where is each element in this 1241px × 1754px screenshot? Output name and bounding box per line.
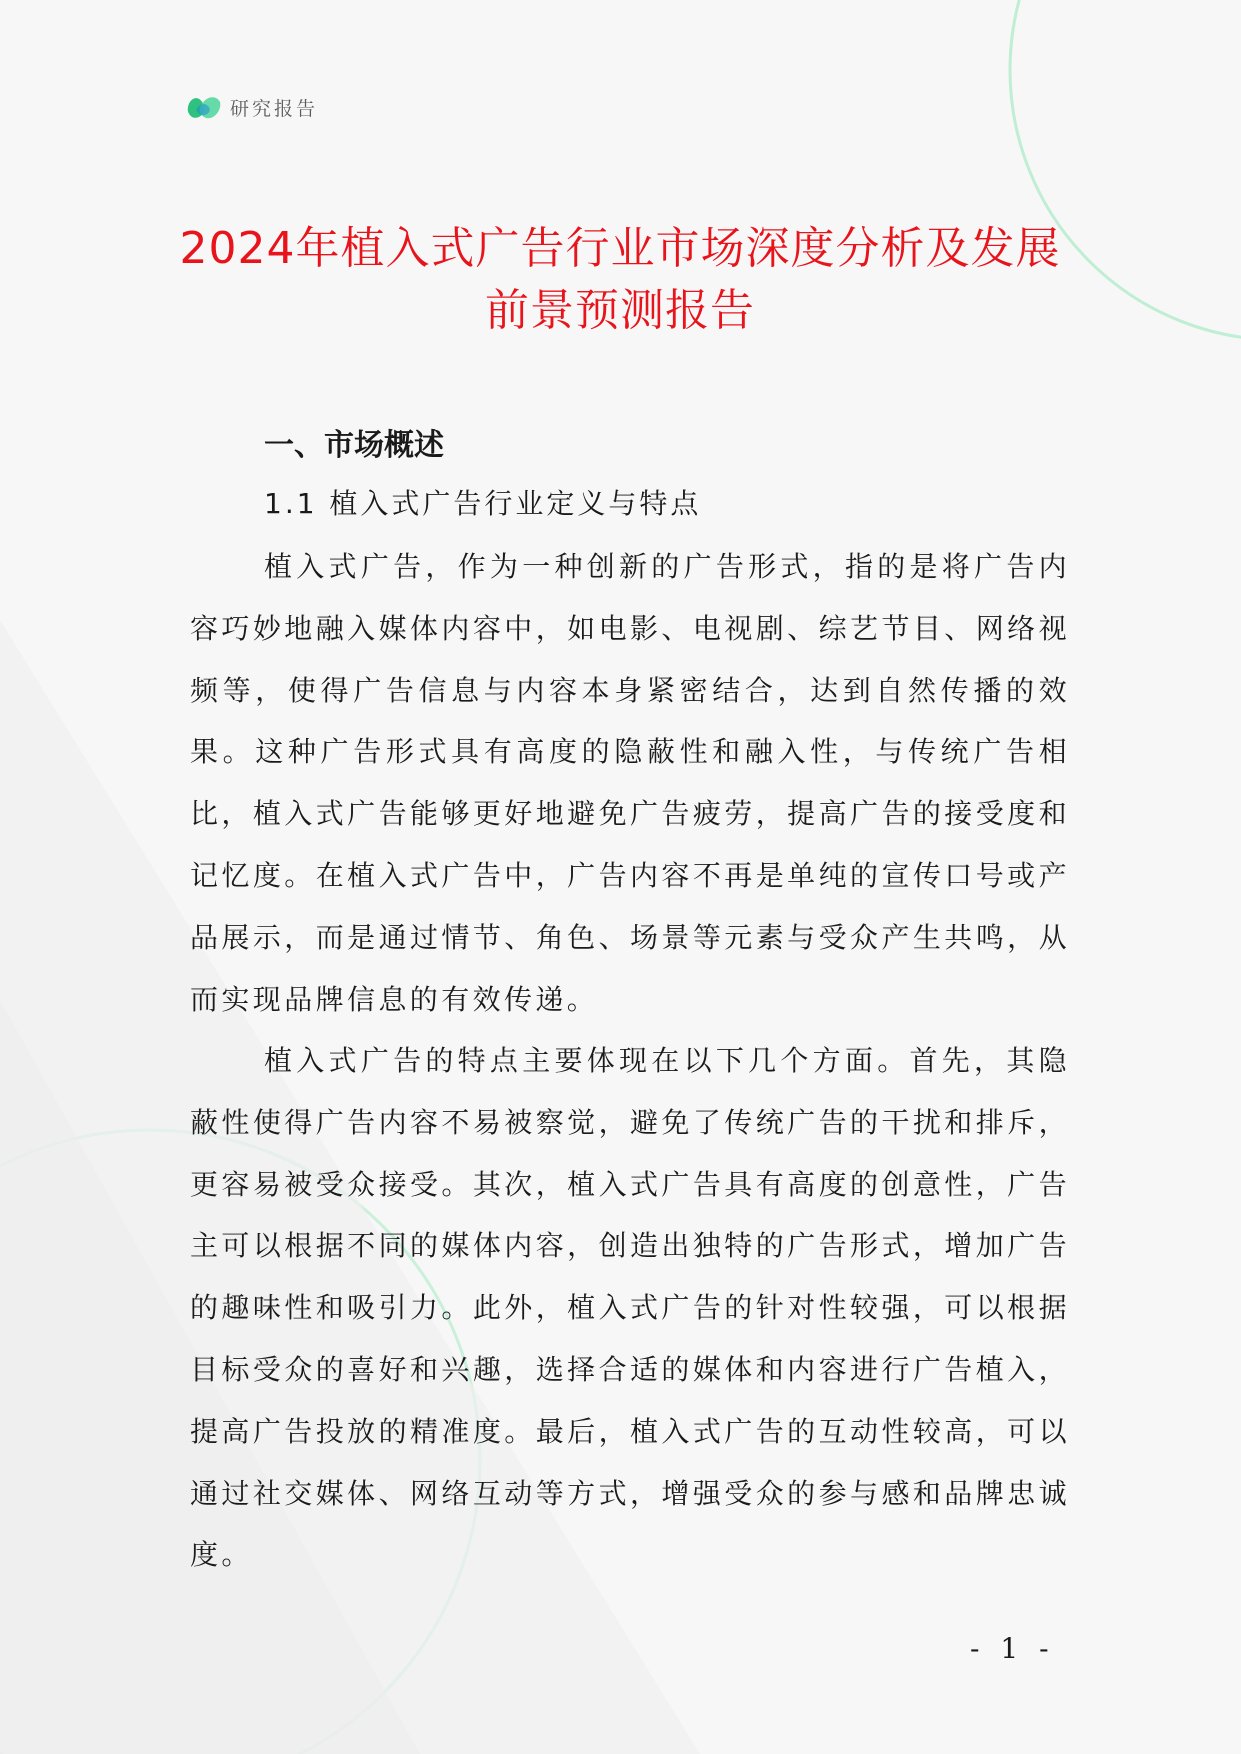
body-paragraph: 植入式广告的特点主要体现在以下几个方面。首先，其隐蔽性使得广告内容不易被察觉，避免了传统广告的干扰和排斥，更容易被受众接受。其次，植入式广告具有高度的创意性，广告主可以根据不同的媒体内容，创造出独特的广告形式，增加广告的趣味性和吸引力。此外，植入式广告的针对性较强，可以根据目标受众的喜好和兴趣，选择合适的媒体和内容进行广告植入，提高广告投放的精准度。最后，植入式广告的互动性较高，可以通过社交媒体、网络互动等方式，增强受众的参与感和品牌忠诚度。 [190,1044,1070,1572]
page-number: - 1 - [970,1632,1055,1665]
brand-header [186,90,318,124]
body-paragraph: 植入式广告，作为一种创新的广告形式，指的是将广告内容巧妙地融入媒体内容中，如电影、电视剧、综艺节目、网络视频等，使得广告信息与内容本身紧密结合，达到自然传播的效果。这种广告形式具有高度的隐蔽性和融入性，与传统广告相比，植入式广告能够更好地避免广告疲劳，提高广告的接受度和记忆度。在植入式广告中，广告内容不再是单纯的宣传口号或产品展示，而是通过情节、角色、场景等元素与受众产生共鸣，从而实现品牌信息的有效传递。 [190,550,1070,1016]
brand-label: 研究报告 [230,97,319,120]
subsection-heading: 1.1 植入式广告行业定义与特点 [264,487,702,520]
section-heading: 一、市场概述 [264,428,444,463]
leaf-logo-icon [186,92,222,122]
document-title: 2024年植入式广告行业市场深度分析及发展前景预测报告 [179,223,1061,336]
